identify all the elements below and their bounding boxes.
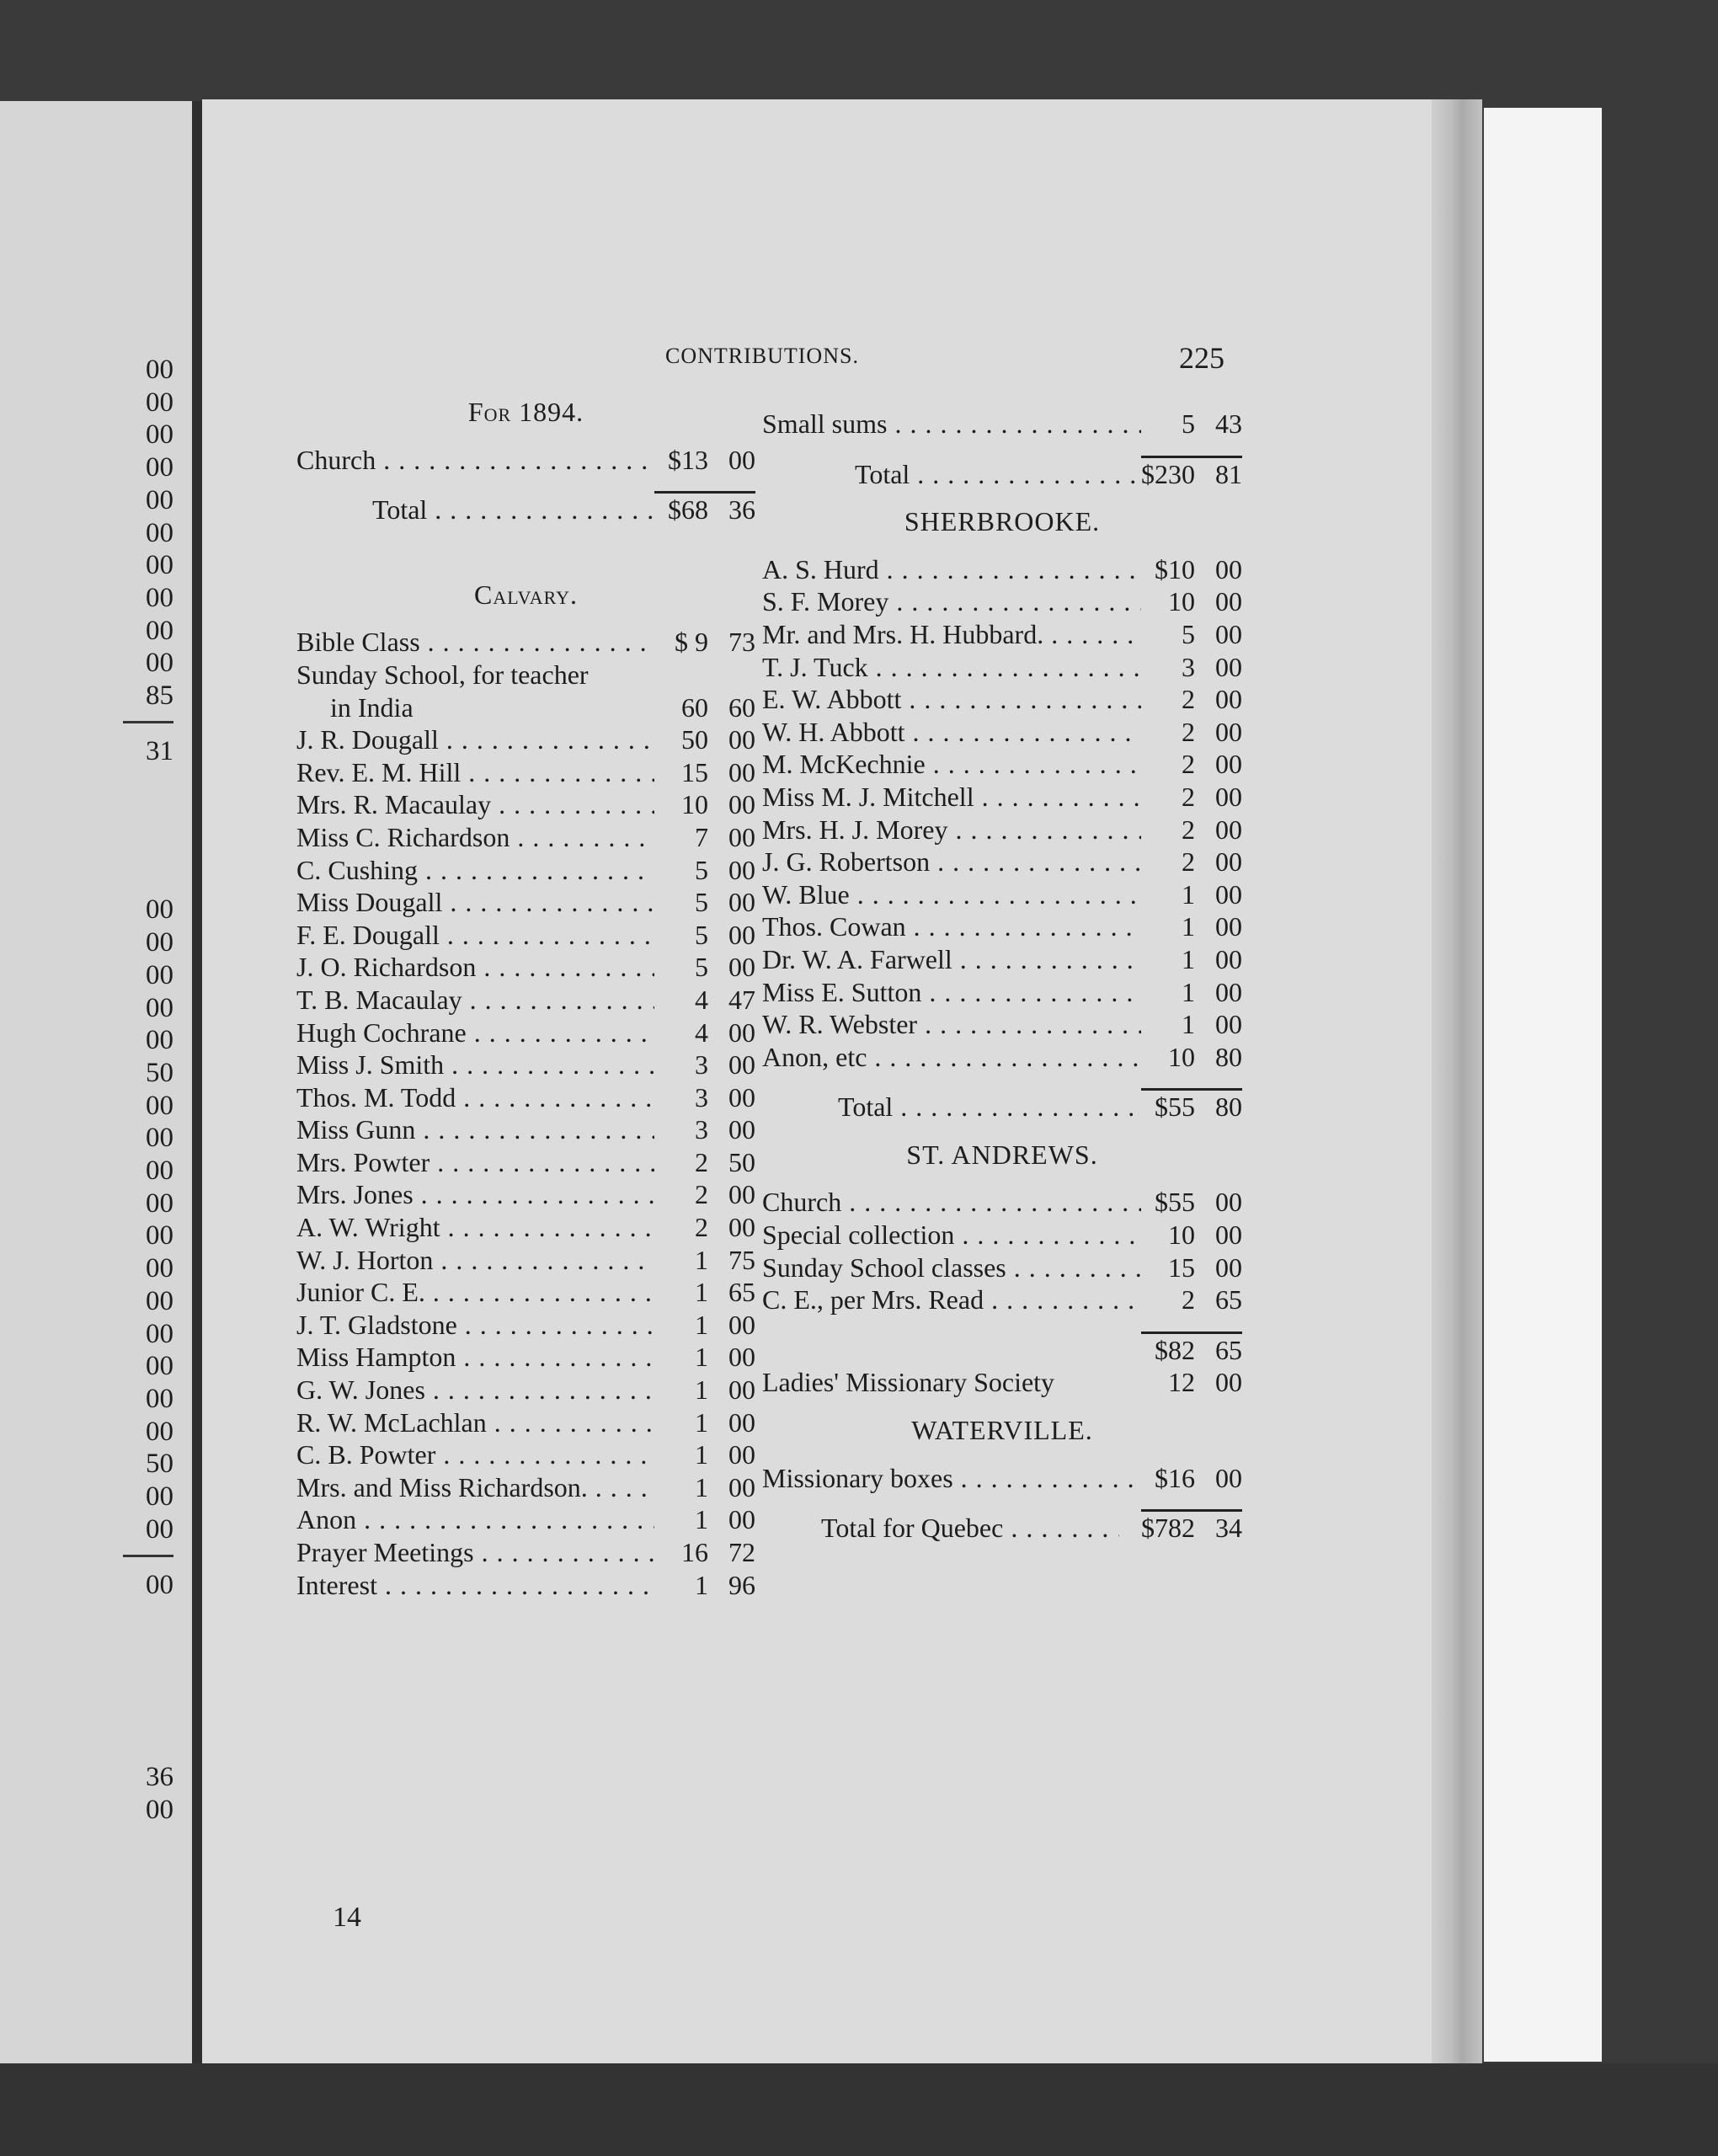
cents-value: 00 xyxy=(146,1155,173,1187)
entry-name: G. W. Jones . . . xyxy=(296,1374,654,1406)
entry-row xyxy=(296,1536,755,1569)
entry-name: Missionary boxes . . . xyxy=(762,1462,1141,1495)
cents-value: 00 xyxy=(146,1351,173,1382)
entry-cents: 60 xyxy=(728,691,755,723)
scan-border xyxy=(0,2063,1718,2156)
total-row: Total . . . $55 80 xyxy=(762,1091,1242,1123)
entry-dollars: 5 xyxy=(1182,618,1195,649)
entry-row xyxy=(762,781,1242,814)
entry-cents: 00 xyxy=(728,919,755,950)
entry-row xyxy=(296,919,755,952)
entry-dollars: 10 xyxy=(1168,586,1195,617)
entry-row xyxy=(296,821,755,854)
entry-name: W. H. Abbott . . . xyxy=(762,716,1141,749)
cents-value: 00 xyxy=(146,484,173,515)
entry-name: Mrs. Jones . . . xyxy=(296,1178,654,1211)
entry-dollars: 1 xyxy=(1182,943,1195,974)
entry-cents: 00 xyxy=(1215,1187,1242,1218)
entry-dollars: 5 xyxy=(695,952,708,983)
entry-cents: 00 xyxy=(728,724,755,755)
total-row: Total . . . $68 36 xyxy=(296,494,755,526)
cents-value: 00 xyxy=(146,1383,173,1414)
cents-value: 00 xyxy=(146,1123,173,1154)
entry-cents: 65 xyxy=(728,1277,755,1308)
entry-cents: 96 xyxy=(728,1569,755,1600)
cents-value: 00 xyxy=(146,1253,173,1284)
entry-cents: 00 xyxy=(1215,553,1242,584)
entry-row xyxy=(762,878,1242,911)
entry-name: M. McKechnie . . . xyxy=(762,748,1141,781)
entry-row xyxy=(296,723,755,756)
cents-total: 00 xyxy=(146,1569,173,1600)
entry-name: Sunday School classes . . . xyxy=(762,1251,1141,1284)
entry-row xyxy=(296,444,755,477)
section-title: WATERVILLE. xyxy=(911,1415,1093,1446)
entry-name: C. Cushing . . . xyxy=(296,854,654,887)
entry-name: Sunday School, for teacher xyxy=(296,659,589,690)
entry-dollars: 1 xyxy=(1182,976,1195,1007)
entry-dollars: 1 xyxy=(695,1244,708,1275)
cents-value: 00 xyxy=(146,1187,173,1219)
cents-value: 85 xyxy=(146,680,173,712)
entry-dollars: $10 xyxy=(1155,553,1195,584)
signature-mark: 14 xyxy=(333,1902,361,1933)
entry-dollars: 1 xyxy=(695,1277,708,1308)
entry-row xyxy=(762,1008,1242,1041)
entry-dollars: $55 xyxy=(1155,1187,1195,1218)
entry-dollars: 5 xyxy=(695,887,708,918)
entry-cents xyxy=(708,659,755,691)
cents-value: 00 xyxy=(146,1220,173,1251)
entry-cents: 00 xyxy=(728,1374,755,1406)
right-column xyxy=(762,408,1242,1545)
entry-dollars: 15 xyxy=(681,756,708,787)
cents-value: 50 xyxy=(146,1449,173,1480)
entry-name: W. Blue . . . xyxy=(762,878,1141,911)
entry-cents: 65 xyxy=(1215,1284,1242,1315)
entry-name: Thos. M. Todd . . . xyxy=(296,1081,654,1114)
entry-dollars: 2 xyxy=(1182,781,1195,812)
entry-name: Special collection . . . xyxy=(762,1219,1141,1251)
cents-value: 00 xyxy=(146,1481,173,1513)
entry-row xyxy=(762,846,1242,878)
page-edge xyxy=(1432,99,1482,2070)
entry-row xyxy=(296,1309,755,1342)
entry-dollars: 1 xyxy=(695,1471,708,1502)
entry-dollars: 60 xyxy=(681,691,708,723)
entry-row xyxy=(296,1503,755,1536)
entry-row xyxy=(296,1049,755,1081)
entry-cents: 00 xyxy=(728,444,755,475)
entry-row xyxy=(296,1178,755,1211)
section-title: Calvary. xyxy=(474,579,578,610)
entry-dollars: 5 xyxy=(695,854,708,885)
entry-cents: 00 xyxy=(728,887,755,918)
entry-cents: 00 xyxy=(728,1406,755,1438)
entry-cents: 00 xyxy=(728,1439,755,1470)
entry-cents: 00 xyxy=(728,1212,755,1243)
entry-row xyxy=(762,1186,1242,1219)
entry-cents: 00 xyxy=(1215,976,1242,1007)
entry-cents: 47 xyxy=(728,984,755,1015)
entry-dollars: 1 xyxy=(1182,1009,1195,1040)
entry-row xyxy=(296,886,755,919)
entry-name: Mrs. H. J. Morey . . . xyxy=(762,814,1141,846)
previous-page-fragment xyxy=(0,101,202,2063)
entry-name: A. W. Wright . . . xyxy=(296,1211,654,1244)
entry-name: Miss Dougall . . . xyxy=(296,886,654,919)
entry-dollars: 2 xyxy=(695,1146,708,1177)
entry-row xyxy=(296,1017,755,1049)
entry-row xyxy=(762,1251,1242,1284)
cents-value: 00 xyxy=(146,582,173,613)
entry-dollars: 1 xyxy=(695,1342,708,1373)
entry-row xyxy=(296,691,755,724)
scan-background xyxy=(1484,108,1602,2062)
entry-row xyxy=(762,976,1242,1009)
cents-value: 00 xyxy=(146,615,173,646)
entry-row xyxy=(296,984,755,1017)
entry-cents: 00 xyxy=(728,789,755,820)
entry-cents: 00 xyxy=(1215,1462,1242,1493)
entry-cents: 00 xyxy=(1215,943,1242,974)
entry-name: E. W. Abbott . . . xyxy=(762,683,1141,716)
entry-name: Church . . . xyxy=(296,444,654,477)
sum-rule xyxy=(123,721,173,723)
entry-row xyxy=(762,910,1242,943)
entry-row xyxy=(296,1406,755,1439)
cents-value: 00 xyxy=(146,992,173,1023)
entry-row xyxy=(296,1438,755,1471)
entry-name: R. W. McLachlan . . . xyxy=(296,1406,654,1439)
entry-row xyxy=(296,854,755,887)
entry-name: Prayer Meetings . . . xyxy=(296,1536,654,1569)
entry-cents: 75 xyxy=(728,1244,755,1275)
entry-row xyxy=(296,1341,755,1374)
cents-value: 00 xyxy=(146,1416,173,1447)
entry-row xyxy=(296,1276,755,1309)
entry-cents: 00 xyxy=(1215,878,1242,910)
entry-row xyxy=(296,1244,755,1277)
entry-row xyxy=(762,585,1242,618)
entry-row xyxy=(762,408,1242,440)
entry-name: Interest . . . xyxy=(296,1569,654,1602)
entry-row xyxy=(762,1462,1242,1495)
entry-cents: 00 xyxy=(728,1504,755,1535)
entry-dollars: 1 xyxy=(1182,878,1195,910)
entry-cents: 00 xyxy=(1215,618,1242,649)
entry-name: T. B. Macaulay . . . xyxy=(296,984,654,1017)
entry-row xyxy=(296,626,755,659)
entry-dollars: 1 xyxy=(695,1504,708,1535)
page-number: 225 xyxy=(1179,341,1224,375)
entry-dollars: 3 xyxy=(695,1114,708,1145)
entry-name: Miss J. Smith . . . xyxy=(296,1049,654,1081)
entry-cents: 00 xyxy=(1215,814,1242,845)
cents-total: 31 xyxy=(146,735,173,766)
entry-dollars: 50 xyxy=(681,724,708,755)
entry-row xyxy=(762,651,1242,684)
entry-dollars xyxy=(654,659,708,691)
entry-row xyxy=(296,659,755,691)
entry-name: Miss E. Sutton . . . xyxy=(762,976,1141,1009)
entry-cents: 50 xyxy=(728,1146,755,1177)
entry-dollars: 4 xyxy=(695,1017,708,1048)
entry-dollars: 2 xyxy=(1182,1284,1195,1315)
section-title: ST. ANDREWS. xyxy=(906,1139,1098,1170)
cents-value: 00 xyxy=(146,894,173,926)
entry-dollars: 1 xyxy=(695,1439,708,1470)
entry-cents: 00 xyxy=(1215,781,1242,812)
entry-cents: 00 xyxy=(728,821,755,852)
cents-value: 00 xyxy=(146,1285,173,1316)
section-title: For 1894. xyxy=(467,397,584,427)
cents-value: 50 xyxy=(146,1057,173,1088)
entry-row xyxy=(296,1374,755,1406)
entry-row xyxy=(762,618,1242,651)
entry-row xyxy=(762,748,1242,781)
entry-cents: 43 xyxy=(1215,408,1242,439)
entry-name: Dr. W. A. Farwell . . . xyxy=(762,943,1141,976)
entry-dollars: 2 xyxy=(695,1212,708,1243)
entry-row xyxy=(296,1569,755,1602)
entry-name: J. O. Richardson . . . xyxy=(296,951,654,984)
cents-value: 00 xyxy=(146,452,173,483)
entry-cents: 00 xyxy=(728,1309,755,1340)
total-row: Total . . . $230 81 xyxy=(762,458,1242,491)
entry-dollars: 10 xyxy=(1168,1219,1195,1251)
entry-name: in India xyxy=(330,691,413,723)
entry-name: Junior C. E. . . . xyxy=(296,1276,654,1309)
entry-name: W. R. Webster . . . xyxy=(762,1008,1141,1041)
entry-cents: 00 xyxy=(1215,716,1242,747)
entry-row xyxy=(296,1081,755,1114)
entry-name: S. F. Morey . . . xyxy=(762,585,1141,618)
cents-value: 00 xyxy=(146,355,173,385)
entry-dollars: 2 xyxy=(1182,846,1195,878)
entry-dollars: 10 xyxy=(1168,1041,1195,1072)
entry-name: Anon . . . xyxy=(296,1503,654,1536)
cents-value: 00 xyxy=(146,1794,173,1825)
entry-dollars: 1 xyxy=(1182,911,1195,942)
entry-row xyxy=(762,943,1242,976)
cents-value: 36 xyxy=(146,1762,173,1793)
entry-cents: 00 xyxy=(1215,1251,1242,1283)
entry-name: W. J. Horton . . . xyxy=(296,1244,654,1277)
entry-name: Miss Hampton . . . xyxy=(296,1341,654,1374)
entry-name: Thos. Cowan . . . xyxy=(762,910,1141,943)
entry-name: Miss M. J. Mitchell . . . xyxy=(762,781,1141,814)
section-title: SHERBROOKE. xyxy=(904,506,1101,537)
entry-cents: 00 xyxy=(728,952,755,983)
entry-cents: 00 xyxy=(728,1342,755,1373)
entry-name: Mrs. R. Macaulay . . . xyxy=(296,788,654,821)
entry-name: Church . . . xyxy=(762,1186,1141,1219)
entry-name: A. S. Hurd . . . xyxy=(762,553,1141,586)
entry-name: Rev. E. M. Hill . . . xyxy=(296,756,654,789)
running-head: CONTRIBUTIONS. xyxy=(665,344,859,368)
entry-dollars: 3 xyxy=(695,1049,708,1081)
entry-name: C. E., per Mrs. Read . . . xyxy=(762,1283,1141,1316)
cents-value: 00 xyxy=(146,550,173,581)
cents-value: 00 xyxy=(146,1513,173,1545)
entry-name: Hugh Cochrane . . . xyxy=(296,1017,654,1049)
previous-page-cents-column xyxy=(106,354,173,1827)
entry-row xyxy=(296,1211,755,1244)
left-column xyxy=(296,396,755,1601)
entry-row xyxy=(762,683,1242,716)
entry-name: J. R. Dougall . . . xyxy=(296,723,654,756)
entry-cents: 80 xyxy=(1215,1041,1242,1072)
entry-cents: 00 xyxy=(728,1471,755,1502)
entry-row xyxy=(762,1219,1242,1251)
subtotal-row: $82 65 xyxy=(1155,1334,1242,1365)
entry-dollars: 4 xyxy=(695,984,708,1015)
entry-name: J. G. Robertson . . . xyxy=(762,846,1141,878)
entry-dollars: 16 xyxy=(681,1537,708,1567)
cents-value: 00 xyxy=(146,1025,173,1056)
entry-cents: 00 xyxy=(728,1049,755,1081)
entry-dollars: 15 xyxy=(1168,1251,1195,1283)
entry-cents: 00 xyxy=(728,1114,755,1145)
cents-value: 00 xyxy=(146,959,173,990)
entry-row: Ladies' Missionary Society 12 00 xyxy=(762,1367,1242,1398)
entry-dollars: 2 xyxy=(695,1179,708,1210)
cents-value: 00 xyxy=(146,927,173,958)
entry-cents: 00 xyxy=(1215,1219,1242,1251)
entry-row xyxy=(296,788,755,821)
entry-dollars: 3 xyxy=(1182,651,1195,682)
entry-cents: 72 xyxy=(728,1537,755,1567)
entry-dollars: 1 xyxy=(695,1374,708,1406)
entry-row xyxy=(296,951,755,984)
entry-dollars: 7 xyxy=(695,821,708,852)
sum-rule xyxy=(123,1555,173,1557)
entry-dollars: 5 xyxy=(1182,408,1195,439)
entry-name: Small sums . . . xyxy=(762,408,1141,440)
entry-dollars: 10 xyxy=(681,789,708,820)
entry-dollars: 2 xyxy=(1182,814,1195,845)
entry-dollars: $13 xyxy=(668,444,708,475)
grand-total-row: Total for Quebec . . . $782 34 xyxy=(762,1512,1242,1545)
entry-name: Bible Class . . . xyxy=(296,626,654,659)
entry-dollars: 2 xyxy=(1182,749,1195,780)
entry-dollars: 1 xyxy=(695,1309,708,1340)
entry-cents: 00 xyxy=(1215,684,1242,715)
entry-name: Miss C. Richardson . . . xyxy=(296,821,654,854)
cents-value: 00 xyxy=(146,1318,173,1349)
entry-name: J. T. Gladstone . . . xyxy=(296,1309,654,1342)
entry-row xyxy=(762,814,1242,846)
entry-name: C. B. Powter . . . xyxy=(296,1438,654,1471)
entry-cents: 00 xyxy=(1215,586,1242,617)
entry-row xyxy=(296,756,755,789)
entry-row xyxy=(296,1113,755,1146)
entry-row xyxy=(296,1471,755,1504)
entry-row xyxy=(762,1283,1242,1316)
entry-dollars: $ 9 xyxy=(675,627,708,658)
cents-value: 00 xyxy=(146,1090,173,1121)
entry-name: Mr. and Mrs. H. Hubbard. . . . xyxy=(762,618,1141,651)
entry-dollars: 1 xyxy=(695,1406,708,1438)
entry-name: Mrs. and Miss Richardson. . . . xyxy=(296,1471,654,1504)
entry-cents: 73 xyxy=(728,627,755,658)
entry-row xyxy=(762,716,1242,749)
entry-name: Anon, etc . . . xyxy=(762,1041,1141,1074)
entry-cents: 00 xyxy=(728,854,755,885)
entry-cents: 00 xyxy=(1215,846,1242,878)
entry-cents: 00 xyxy=(728,756,755,787)
entry-dollars: 5 xyxy=(695,919,708,950)
entry-name: Miss Gunn . . . xyxy=(296,1113,654,1146)
entry-cents: 00 xyxy=(1215,911,1242,942)
entry-cents: 00 xyxy=(728,1081,755,1113)
entry-name: Mrs. Powter . . . xyxy=(296,1146,654,1179)
entry-dollars: 1 xyxy=(695,1569,708,1600)
entry-cents: 00 xyxy=(728,1017,755,1048)
entry-dollars: 2 xyxy=(1182,716,1195,747)
entry-cents: 00 xyxy=(1215,651,1242,682)
entry-name: F. E. Dougall . . . xyxy=(296,919,654,952)
entry-dollars: 3 xyxy=(695,1081,708,1113)
entry-dollars: 2 xyxy=(1182,684,1195,715)
entry-dollars: $16 xyxy=(1155,1462,1195,1493)
cents-value: 00 xyxy=(146,419,173,451)
cents-value: 00 xyxy=(146,517,173,548)
entry-name: T. J. Tuck . . . xyxy=(762,651,1141,684)
entry-cents: 00 xyxy=(1215,749,1242,780)
entry-row xyxy=(296,1146,755,1179)
entry-cents: 00 xyxy=(728,1179,755,1210)
entry-row xyxy=(762,553,1242,586)
entry-cents: 00 xyxy=(1215,1009,1242,1040)
entry-row xyxy=(762,1041,1242,1074)
cents-value: 00 xyxy=(146,387,173,418)
cents-value: 00 xyxy=(146,648,173,679)
